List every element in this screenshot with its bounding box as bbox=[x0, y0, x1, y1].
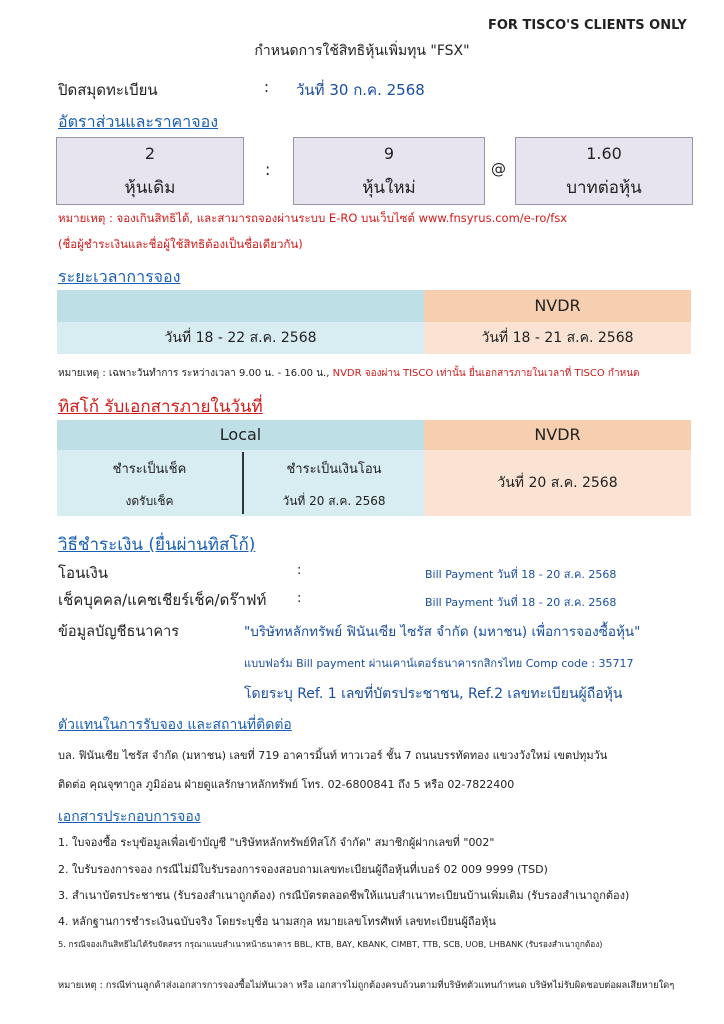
agent-address: บล. ฟินันเซีย ไซรัส จำกัด (มหาชน) เลขที่ 719 อาคารมิ้นท์ ทาวเวอร์ ชั้น 7 ถนนบรรทัดทอง แขวงวังใหม่ เขตปทุมวัน bbox=[58, 749, 608, 762]
payment-transfer-colon: : bbox=[297, 563, 302, 578]
old-shares-box bbox=[56, 137, 244, 205]
price-label: บาทต่อหุ้น bbox=[566, 178, 642, 198]
payment-cheque-colon: : bbox=[297, 591, 302, 606]
bank-info-label: ข้อมูลบัญชีธนาคาร bbox=[58, 624, 179, 640]
period-nvdr-label: NVDR bbox=[534, 296, 581, 315]
agent-contact: ติดต่อ คุณจุฑากูล ภูมิอ่อน ฝ่ายดูแลรักษาหลักทรัพย์ โทร. 02-6800841 ถึง 5 หรือ 02-7822400 bbox=[58, 778, 515, 791]
price-box bbox=[515, 137, 693, 205]
document-item: 1. ใบจองซื้อ ระบุข้อมูลเพื่อเข้าบัญชี "บริษัทหลักทรัพย์ทิสโก้ จำกัด" สมาชิกผู้ฝากเลขที่ "002" bbox=[58, 836, 495, 849]
new-shares-value: 9 bbox=[383, 144, 395, 163]
docs-nvdr-body bbox=[424, 450, 691, 516]
bank-account-name: "บริษัทหลักทรัพย์ ฟินันเซีย ไซรัส จำกัด (มหาชน) เพื่อการจองซื้อหุ้น" bbox=[244, 624, 641, 640]
local-header bbox=[57, 420, 424, 450]
local-label: Local bbox=[219, 425, 262, 444]
payment-cheque-value: Bill Payment วันที่ 18 - 20 ส.ค. 2568 bbox=[425, 596, 617, 609]
docs-nvdr-header bbox=[424, 420, 691, 450]
old-shares-value: 2 bbox=[144, 144, 156, 163]
bank-ref-note: โดยระบุ Ref. 1 เลขที่บัตรประชาชน, Ref.2 เลขทะเบียนผู้ถือหุ้น bbox=[244, 686, 623, 702]
document-item: 5. กรณีจองเกินสิทธิไม่ได้รับจัดสรร กรุณาแนบสำเนาหน้าธนาคาร BBL, KTB, BAY, KBANK, CIMBT, TTB, SCB, UOB, LHBANK (รับรองสำเนาถูกต้อง) bbox=[58, 939, 603, 949]
bank-bill-form: แบบฟอร์ม Bill payment ผ่านเคาน์เตอร์ธนาคารกสิกรไทย Comp code : 35717 bbox=[244, 657, 634, 670]
new-shares-label: หุ้นใหม่ bbox=[362, 178, 416, 198]
docs-nvdr-value: วันที่ 20 ส.ค. 2568 bbox=[497, 475, 618, 491]
document-item: 3. สำเนาบัตรประชาชน (รับรองสำเนาถูกต้อง) กรณีบัตรตลอดชีพให้แนบสำเนาทะเบียนบ้านเพิ่มเติม (รับรองสำเนาถูกต้อง) bbox=[58, 889, 630, 902]
period-header-main bbox=[57, 290, 424, 322]
period-note bbox=[58, 366, 640, 381]
new-shares-box bbox=[293, 137, 485, 205]
payment-heading: วิธีชำระเงิน (ยื่นผ่านทิสโก้) bbox=[58, 535, 256, 555]
at-symbol: @ bbox=[491, 160, 506, 178]
cheque-value: งดรับเช็ค bbox=[125, 494, 174, 508]
period-header-nvdr bbox=[424, 290, 691, 322]
page-title bbox=[0, 40, 724, 62]
page-title-text: กำหนดการใช้สิทธิหุ้นเพิ่มทุน "FSX" bbox=[254, 43, 470, 59]
period-main-dates: วันที่ 18 - 22 ส.ค. 2568 bbox=[164, 330, 317, 346]
docs-deadline-heading: ทิสโก้ รับเอกสารภายในวันที่ bbox=[58, 397, 263, 417]
docs-nvdr-label: NVDR bbox=[534, 425, 581, 444]
price-value: 1.60 bbox=[586, 144, 622, 163]
documents-heading: เอกสารประกอบการจอง bbox=[58, 809, 201, 825]
book-close-date: วันที่ 30 ก.ค. 2568 bbox=[296, 81, 425, 99]
period-heading: ระยะเวลาการจอง bbox=[58, 267, 181, 286]
footer-note: หมายเหตุ : กรณีท่านลูกค้าส่งเอกสารการจองซื้อไม่ทันเวลา หรือ เอกสารไม่ถูกต้องครบถ้วนตามที่บริษัทตัวแทนกำหนด บริษัทไม่รับผิดชอบต่อผลเสียหายใดๆ bbox=[58, 980, 675, 991]
payment-transfer-value: Bill Payment วันที่ 18 - 20 ส.ค. 2568 bbox=[425, 568, 617, 581]
transfer-label: ชำระเป็นเงินโอน bbox=[286, 462, 382, 477]
period-main-dates-cell bbox=[57, 322, 424, 354]
period-note-red: NVDR จองผ่าน TISCO เท่านั้น ยื่นเอกสารภายในเวลาที่ TISCO กำหนด bbox=[332, 368, 640, 379]
cheque-label: ชำระเป็นเช็ค bbox=[112, 462, 187, 477]
ratio-note-1: หมายเหตุ : จองเกินสิทธิได้, และสามารถจองผ่านระบบ E-RO บนเว็บไซต์ www.fnsyrus.com/e-ro/fsx bbox=[58, 211, 568, 225]
ratio-heading: อัตราส่วนและราคาจอง bbox=[58, 112, 219, 131]
ratio-note-2: (ชื่อผู้ชำระเงินและชื่อผู้ใช้สิทธิต้องเป็นชื่อเดียวกัน) bbox=[58, 237, 303, 251]
client-only-label: FOR TISCO'S CLIENTS ONLY bbox=[488, 18, 687, 33]
book-close-label: ปิดสมุดทะเบียน bbox=[58, 81, 158, 99]
payment-transfer-label: โอนเงิน bbox=[58, 564, 109, 582]
document-item: 4. หลักฐานการชำระเงินฉบับจริง โดยระบุชื่อ นามสกุล หมายเลขโทรศัพท์ เลขทะเบียนผู้ถือหุ้น bbox=[58, 915, 496, 928]
transfer-value: วันที่ 20 ส.ค. 2568 bbox=[282, 494, 386, 508]
ratio-separator: : bbox=[265, 160, 271, 179]
old-shares-label: หุ้นเดิม bbox=[124, 178, 176, 198]
period-nvdr-dates-cell bbox=[424, 322, 691, 354]
period-note-black: หมายเหตุ : เฉพาะวันทำการ ระหว่างเวลา 9.00 น. - 16.00 น., bbox=[58, 368, 333, 379]
payment-cheque-label: เช็คบุคคล/แคชเชียร์เช็ค/ดร๊าฟท์ bbox=[58, 591, 267, 609]
book-close-colon: : bbox=[264, 78, 270, 96]
period-nvdr-dates: วันที่ 18 - 21 ส.ค. 2568 bbox=[481, 330, 634, 346]
agent-heading: ตัวแทนในการรับจอง และสถานที่ติดต่อ bbox=[58, 717, 292, 733]
document-item: 2. ใบรับรองการจอง กรณีไม่มีใบรับรองการจองสอบถามเลขทะเบียนผู้ถือหุ้นที่เบอร์ 02 009 9999 (TSD) bbox=[58, 863, 548, 876]
